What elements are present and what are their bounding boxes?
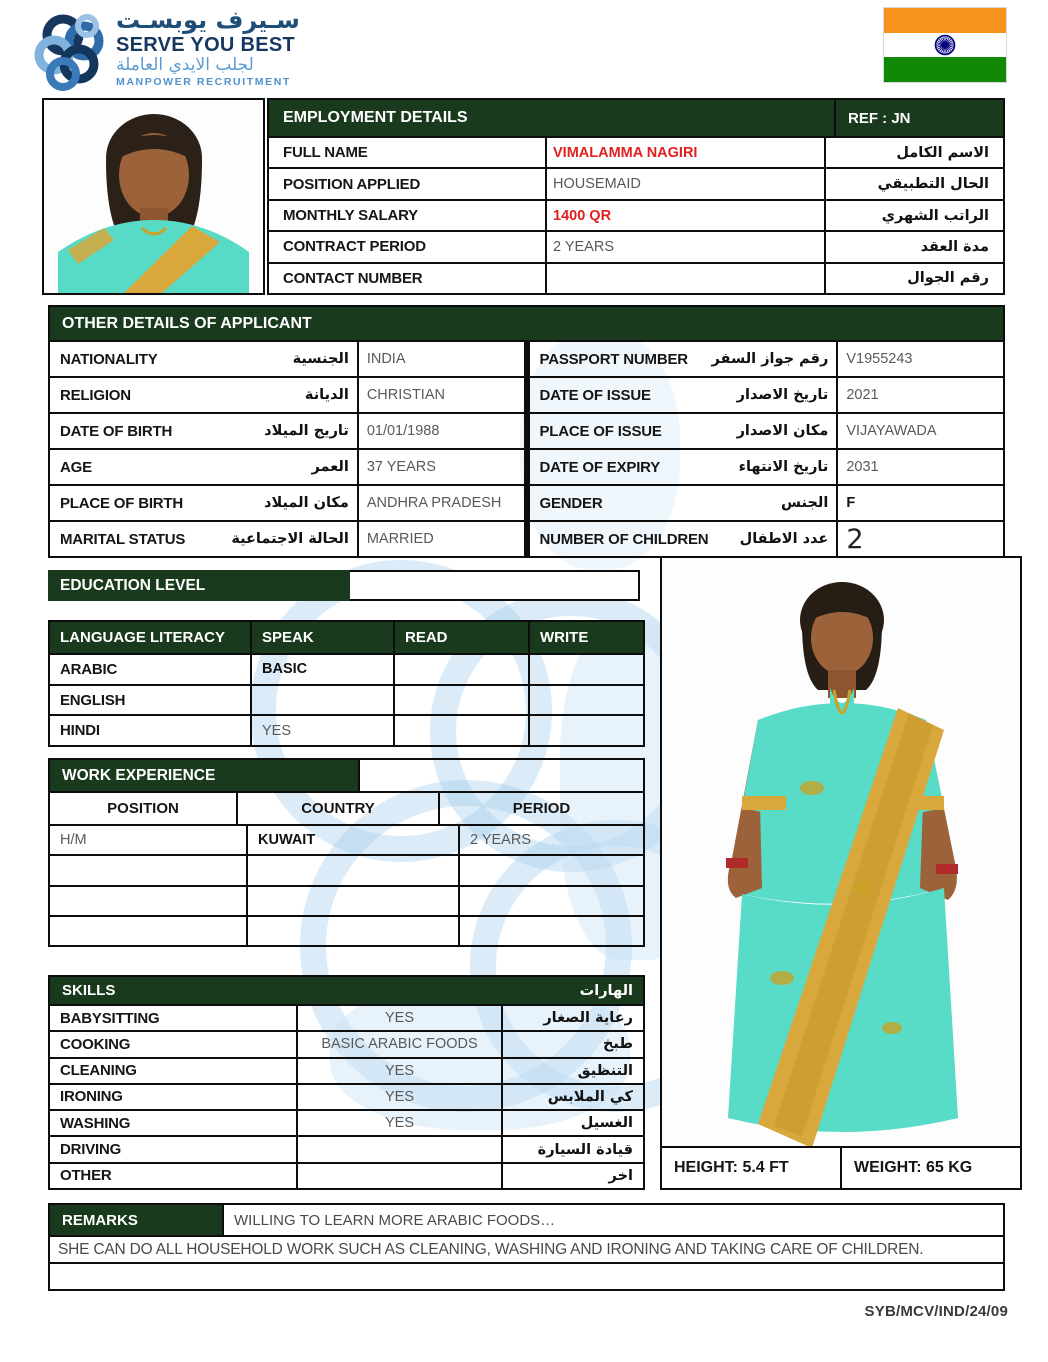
religion-label: RELIGION [60,386,131,404]
babysitting-label: BABYSITTING [60,1009,160,1027]
table-row [269,199,1003,230]
physical-stats-row [662,1146,1020,1188]
education-level-section [48,570,640,601]
cooking-label: COOKING [60,1035,131,1053]
logo-arabic-tagline: لجلب الايدي العاملة [116,55,254,76]
ironing-arabic: كي الملابس [547,1088,633,1105]
agency-logo [32,8,300,98]
table-row [50,684,643,715]
ironing-label: IRONING [60,1088,123,1106]
date-of-issue-value: 2021 [846,387,879,403]
passport-number-arabic: رقم جواز السفر [711,351,829,367]
weight-value: WEIGHT: 65 KG [840,1148,1020,1188]
place-of-issue-label: PLACE OF ISSUE [539,422,662,440]
position-applied-label: POSITION APPLIED [283,175,421,193]
religion-arabic: الديانة [304,387,349,403]
number-of-children-label: NUMBER OF CHILDREN [539,530,709,548]
cooking-arabic: طبخ [602,1036,633,1053]
cleaning-label: CLEANING [60,1062,137,1080]
india-flag [884,8,1006,82]
cleaning-arabic: التنظيق [577,1062,633,1079]
nationality-value: INDIA [366,351,406,367]
height-value: HEIGHT: 5.4 FT [674,1159,789,1176]
monthly-salary-label: MONTHLY SALARY [283,207,418,225]
age-label: AGE [60,458,92,476]
place-of-issue-arabic: مكان الاصدار [736,423,829,439]
contract-period-label: CONTRACT PERIOD [283,238,426,256]
babysitting-value: YES [384,1010,414,1027]
nationality-arabic: الجنسية [292,351,349,367]
position-applied-value: HOUSEMAID [553,176,641,193]
place-of-birth-label: PLACE OF BIRTH [60,494,184,512]
applicant-portrait-photo [42,98,265,295]
date-of-expiry-arabic: تاريخ الانتهاء [738,459,829,475]
education-level-title: EDUCATION LEVEL [48,570,350,601]
hindi-speak-value: YES [262,722,292,739]
place-of-birth-arabic: مكان الميلاد [264,495,349,511]
full-name-value: VIMALAMMA NAGIRI [553,144,698,161]
contact-number-arabic: رقم الجوال [907,270,989,287]
washing-value: YES [384,1115,414,1132]
washing-label: WASHING [60,1114,131,1132]
experience-country-value: KUWAIT [258,832,316,849]
position-applied-arabic: الحال التطبيقي [877,176,989,193]
education-level-value [350,570,640,601]
skills-table [48,975,645,1190]
marital-status-arabic: الحالة الاجتماعية [231,531,349,547]
ironing-value: YES [384,1088,414,1105]
number-of-children-value: 2 [846,523,864,555]
logo-tagline: MANPOWER RECRUITMENT [116,76,291,89]
applicant-full-body-photo [662,558,1020,1146]
gender-arabic: الجنس [781,495,829,511]
skills-title-arabic: الهارات [579,982,633,999]
document-reference-code: SYB/MCV/IND/24/09 [864,1303,1008,1320]
number-of-children-arabic: عدد الاطفال [739,531,829,547]
flag-green-band [884,57,1006,82]
speak-header: SPEAK [250,622,393,653]
logo-arabic-name: سـيرف يوبسـت [116,6,300,34]
nationality-label: NATIONALITY [60,350,158,368]
table-row [269,230,1003,261]
experience-position-value: H/M [60,832,87,849]
applicant-full-body-photo-box [660,556,1022,1190]
table-row [50,1109,643,1135]
age-arabic: العمر [311,459,349,475]
work-experience-title-spacer [358,760,643,791]
language-literacy-header: LANGUAGE LITERACY [50,622,250,653]
date-of-expiry-label: DATE OF EXPIRY [539,458,661,476]
gender-label: GENDER [539,494,603,512]
table-row [50,376,1003,412]
date-of-birth-value: 01/01/1988 [366,423,440,439]
table-row [50,1162,643,1188]
contract-period-value: 2 YEARS [553,238,614,255]
table-row [50,885,643,915]
remarks-table [48,1203,1005,1291]
ashoka-chakra-icon [933,33,957,57]
marital-status-label: MARITAL STATUS [60,530,186,548]
monthly-salary-arabic: الراتب الشهري [881,207,989,224]
other-details-table [48,305,1005,558]
arabic-language-label: ARABIC [60,660,118,678]
remarks-line2: SHE CAN DO ALL HOUSEHOLD WORK SUCH AS CLEANING, WASHING AND IRONING AND TAKING CARE OF CHILDREN. [50,1235,1003,1262]
full-name-arabic: الاسم الكامل [896,144,989,161]
contract-period-arabic: مدة العقد [920,238,989,255]
table-row [269,262,1003,293]
table-row [50,1030,643,1056]
table-row [50,520,1003,556]
table-row [50,824,643,854]
table-row [50,1004,643,1030]
period-header: PERIOD [438,793,643,824]
monthly-salary-value: 1400 QR [553,207,612,224]
date-of-issue-label: DATE OF ISSUE [539,386,651,404]
flag-white-band [884,33,1006,58]
remarks-title: REMARKS [50,1205,222,1235]
date-of-expiry-value: 2031 [846,459,879,475]
arabic-speak-value: BASIC [262,661,308,678]
read-header: READ [393,622,528,653]
logo-rings-icon [32,8,110,98]
religion-value: CHRISTIAN [366,387,445,403]
experience-period-value: 2 YEARS [470,832,531,849]
other-details-title: OTHER DETAILS OF APPLICANT [50,307,1003,340]
language-literacy-table [48,620,645,747]
employment-details-table [267,98,1005,295]
country-header: COUNTRY [236,793,438,824]
passport-number-label: PASSPORT NUMBER [539,350,688,368]
date-of-issue-arabic: تاريخ الاصدار [736,387,829,403]
contact-number-label: CONTACT NUMBER [283,269,423,287]
work-experience-title: WORK EXPERIENCE [50,760,358,791]
table-row [50,854,643,884]
logo-name: SERVE YOU BEST [116,34,296,57]
passport-number-value: V1955243 [846,351,913,367]
write-header: WRITE [528,622,643,653]
cleaning-value: YES [384,1062,414,1079]
table-row [50,1135,643,1161]
skills-title: SKILLS [62,982,116,999]
driving-label: DRIVING [60,1141,122,1159]
driving-arabic: قيادة السيارة [537,1141,633,1158]
gender-value: F [846,495,856,511]
english-language-label: ENGLISH [60,691,126,709]
employment-ref-label: REF : JN [834,100,1003,136]
date-of-birth-label: DATE OF BIRTH [60,422,173,440]
place-of-issue-value: VIJAYAWADA [846,423,937,439]
table-row [50,1057,643,1083]
table-row [50,484,1003,520]
position-header: POSITION [107,800,179,817]
hindi-language-label: HINDI [60,722,100,740]
cooking-value: BASIC ARABIC FOODS [321,1036,478,1053]
washing-arabic: الغسيل [580,1115,633,1132]
table-row [50,412,1003,448]
other-skill-arabic: اخر [608,1167,633,1184]
flag-saffron-band [884,8,1006,33]
table-row [269,136,1003,167]
table-row [269,167,1003,198]
table-row [50,340,1003,376]
table-row [50,1083,643,1109]
table-row [50,714,643,745]
date-of-birth-arabic: تاريج الميلاد [264,423,349,439]
table-row [50,448,1003,484]
other-skill-label: OTHER [60,1167,112,1185]
age-value: 37 YEARS [366,459,436,475]
remarks-line1: WILLING TO LEARN MORE ARABIC FOODS… [222,1205,1003,1235]
table-row [50,653,643,684]
marital-status-value: MARRIED [366,531,434,547]
table-row [50,915,643,945]
work-experience-table [48,758,645,947]
employment-details-title: EMPLOYMENT DETAILS [269,100,834,136]
place-of-birth-value: ANDHRA PRADESH [366,495,502,511]
remarks-empty-row [50,1262,1003,1289]
full-name-label: FULL NAME [283,144,368,162]
babysitting-arabic: رعاية الصغار [543,1010,633,1027]
